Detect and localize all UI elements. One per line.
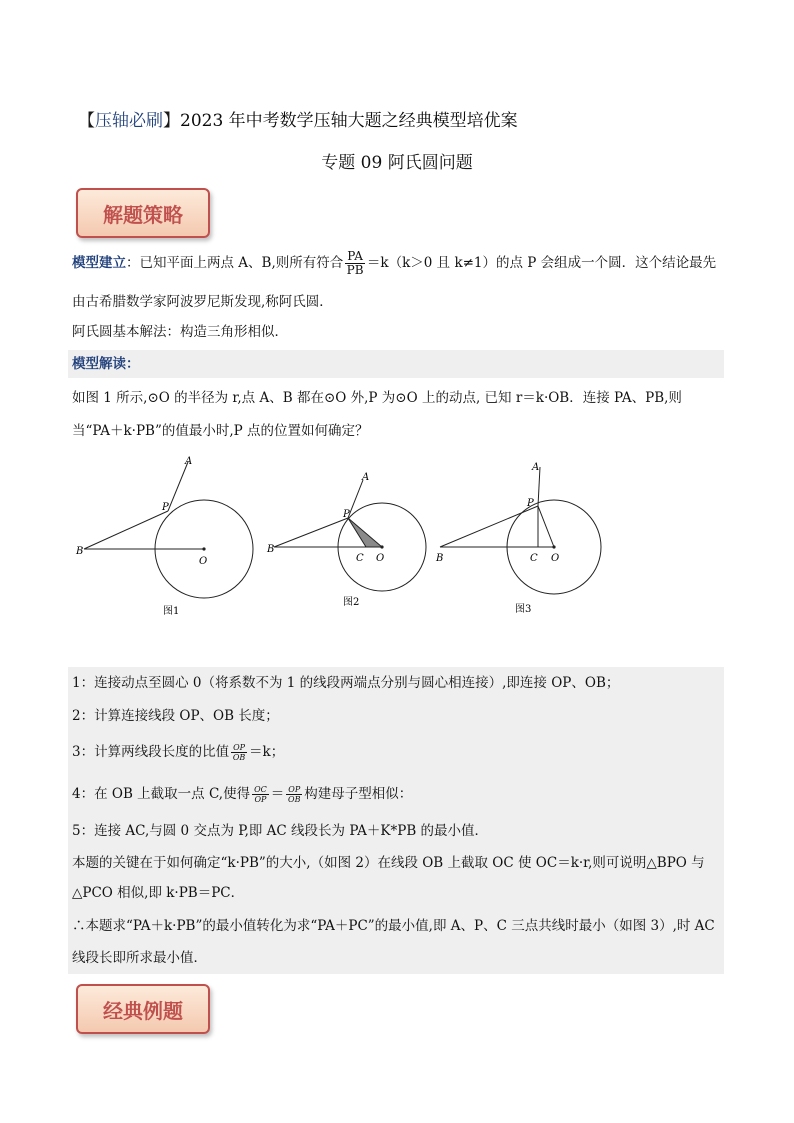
model-reading-p2: 当“PA＋k·PB”的值最小时,P 点的位置如何确定？ xyxy=(72,423,369,439)
op-ob-fraction xyxy=(231,743,247,762)
step-4-tail: 构建母子型相似： xyxy=(304,786,413,802)
header-title: 2023 年中考数学压轴大题之经典模型培优案 xyxy=(180,111,518,131)
fig3-label-c: C xyxy=(530,553,538,564)
key-line-3: ∴本题求“PA＋k·PB”的最小值转化为求“PA＋PC”的最小值,即 A、P、C 三点共线时最小（如图 3）,时 AC xyxy=(72,918,715,934)
model-reading-p1: 如图 1 所示,⊙O 的半径为 r,点 A、B 都在⊙O 外,P 为⊙O 上的动点, 已知 r＝k·OB．连接 PA、PB,则 xyxy=(72,390,682,406)
model-building-text1: 已知平面上两点 A、B,则所有符合 xyxy=(139,255,344,271)
step-2: 2：计算连接线段 OP、OB 长度； xyxy=(72,708,279,724)
fig2-label-p: P xyxy=(343,509,350,520)
fig1-label-b: B xyxy=(76,546,84,557)
step-3 xyxy=(72,742,284,762)
fig2-label-a: A xyxy=(362,472,370,483)
step-4-num1: OC xyxy=(254,785,267,794)
model-building-label: 模型建立 xyxy=(72,255,126,271)
step-4-num2: OP xyxy=(288,785,301,794)
step-1: 1：连接动点至圆心 0（将系数不为 1 的线段两端点分别与圆心相连接）,即连接 OP、OB； xyxy=(72,675,620,691)
step-4-text: 4：在 OB 上截取一点 C,使得 xyxy=(72,786,251,802)
model-building-line1 xyxy=(72,250,716,277)
header-bracket-close: 】 xyxy=(163,111,180,131)
step-4-den2: OB xyxy=(288,795,301,804)
header-tag: 压轴必刷 xyxy=(95,111,163,131)
fig3-label-o: O xyxy=(551,553,560,564)
fig2-label-b: B xyxy=(267,544,275,555)
fig2-label-c: C xyxy=(356,553,364,564)
step-3-den: OB xyxy=(232,753,246,762)
step-4-den1: OP xyxy=(254,795,267,804)
figure-1 xyxy=(75,456,253,617)
frac-denominator: PB xyxy=(346,263,364,277)
fig3-label-a: A xyxy=(532,462,540,473)
strategy-badge: 解题策略 xyxy=(76,188,210,238)
oc-op-fraction xyxy=(252,785,269,804)
model-building-colon: ： xyxy=(126,255,140,271)
fig2-label-o: O xyxy=(376,553,385,564)
fig3-label-p: P xyxy=(527,498,534,509)
step-5: 5：连接 AC,与圆 0 交点为 P,即 AC 线段长为 PA＋K*PB 的最小值． xyxy=(72,823,489,839)
fig2-segment-bp xyxy=(274,518,348,547)
header-title-line xyxy=(78,106,518,131)
key-line-2: △PCO 相似,即 k·PB＝PC． xyxy=(72,885,245,901)
model-building-line2: 由古希腊数学家阿波罗尼斯发现,称阿氏圆． xyxy=(72,294,333,310)
fig3-caption: 图3 xyxy=(515,604,532,615)
fig2-center-dot xyxy=(380,545,383,548)
fig1-label-p: P xyxy=(162,502,169,513)
figure-3 xyxy=(435,462,601,615)
basic-method-line: 阿氏圆基本解法：构造三角形相似． xyxy=(72,324,288,340)
model-reading-label xyxy=(72,354,140,374)
page-subtitle: 专题 09 阿氏圆问题 xyxy=(321,153,473,173)
header-bracket-open: 【 xyxy=(78,111,95,131)
fig1-label-a: A xyxy=(185,456,193,467)
model-reading-band xyxy=(68,350,724,378)
fig3-center-dot xyxy=(552,545,555,548)
step-3-tail: ＝k； xyxy=(249,744,285,760)
fig3-segment-bp xyxy=(440,506,538,547)
fig2-caption: 图2 xyxy=(343,597,360,608)
fig1-caption: 图1 xyxy=(163,606,180,617)
model-building-text2: ＝k（k＞0 且 k≠1）的点 P 会组成一个圆．这个结论最先 xyxy=(366,255,717,271)
step-3-text: 3：计算两线段长度的比值 xyxy=(72,744,230,760)
fig3-label-b: B xyxy=(436,553,444,564)
step-3-num: OP xyxy=(233,743,246,752)
geometry-figures xyxy=(60,450,620,630)
figure-2 xyxy=(266,472,426,608)
op-ob-fraction-2 xyxy=(286,785,302,804)
fig1-label-o: O xyxy=(199,556,208,567)
model-reading-label-text: 模型解读： xyxy=(72,356,140,372)
frac-numerator: PA xyxy=(347,249,363,263)
key-line-1: 本题的关键在于如何确定“k·PB”的大小,（如图 2）在线段 OB 上截取 OC 使 OC＝k·r,则可说明△BPO 与 xyxy=(72,855,705,871)
key-line-4: 线段长即所求最小值． xyxy=(72,950,207,966)
step-4 xyxy=(72,784,412,804)
step-4-equals: ＝ xyxy=(270,786,285,802)
fig1-center-dot xyxy=(202,547,205,550)
fig3-segment-po xyxy=(538,506,554,547)
examples-badge: 经典例题 xyxy=(76,984,210,1034)
pa-pb-fraction xyxy=(345,250,365,277)
